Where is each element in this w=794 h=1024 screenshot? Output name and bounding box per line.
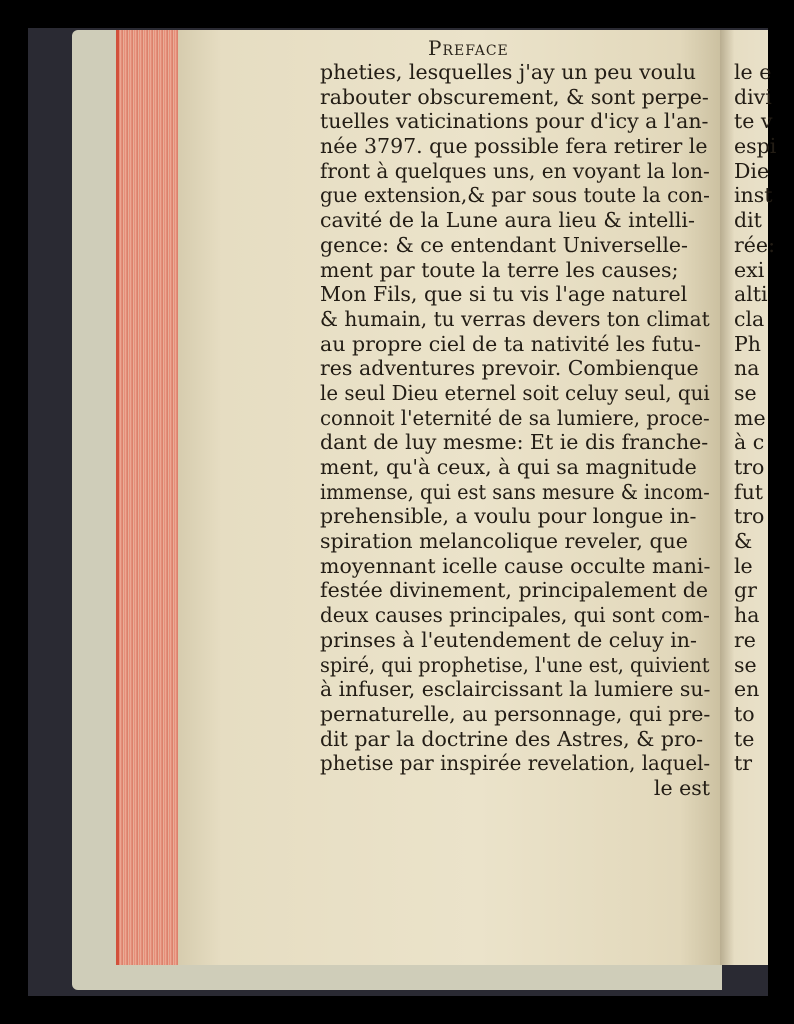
facing-page-fragment: na — [734, 356, 760, 381]
facing-page-fragment: tro — [734, 455, 765, 479]
facing-page-fragment: re — [734, 627, 756, 652]
text-line: front à quelques uns, en voyant la lon- — [320, 158, 710, 183]
text-line: gue extension,& par sous toute la con- — [320, 183, 710, 208]
facing-page-fragment: à c — [734, 430, 765, 455]
catchword: le est — [653, 775, 710, 800]
text-line: prehensible, a voulu pour longue in- — [320, 504, 697, 529]
text-line: spiré, qui prophetise, l'une est, quivient — [320, 652, 710, 677]
facing-page-fragment: gr — [734, 578, 757, 603]
facing-page-fragment: rée: — [734, 232, 775, 257]
facing-page-fragment: espi — [734, 134, 777, 159]
running-header: Preface — [428, 36, 509, 60]
text-line: deux causes principales, qui sont com- — [320, 603, 710, 628]
facing-page-fragment: fut — [734, 479, 764, 504]
text-line: ment par toute la terre les causes; — [320, 257, 679, 282]
page-text — [320, 60, 710, 801]
text-line: tuelles vaticinations pour d'icy a l'an- — [320, 109, 709, 134]
text-line: prinses à l'eutendement de celuy in- — [320, 627, 697, 652]
text-line: pheties, lesquelles j'ay un peu voulu — [320, 60, 696, 84]
facing-page-fragment: exi — [734, 257, 765, 282]
facing-page-fragment: en — [734, 677, 760, 702]
text-line: connoit l'eternité de sa lumiere, proce- — [320, 405, 710, 430]
facing-page-fragment: le e — [734, 60, 772, 84]
facing-page-fragment: me — [734, 405, 766, 430]
facing-page-fragment: dit — [734, 208, 762, 233]
text-line: spiration melancolique reveler, que — [320, 529, 688, 554]
text-line: dant de luy mesme: Et ie dis franche- — [320, 430, 709, 455]
text-line: née 3797. que possible fera retirer le — [320, 134, 708, 159]
facing-page-fragment: se — [734, 652, 757, 677]
facing-page-fragment: to — [734, 701, 755, 726]
facing-page-fragment: inst — [734, 183, 773, 208]
facing-page-fragment: se — [734, 380, 757, 405]
text-line: ment, qu'à ceux, à qui sa magnitude — [320, 455, 697, 479]
text-line: immense, qui est sans mesure & incom- — [320, 479, 710, 504]
facing-page-fragment: Die — [734, 158, 770, 183]
text-line: Mon Fils, que si tu vis l'age naturel — [320, 282, 688, 307]
facing-page-fragment: te — [734, 726, 755, 751]
text-line: à infuser, esclaircissant la lumiere su- — [320, 677, 711, 702]
text-line: & humain, tu verras devers ton climat — [320, 306, 710, 331]
facing-page-fragment: tr — [734, 751, 753, 776]
facing-page-fragment: le — [734, 553, 753, 578]
text-line: dit par la doctrine des Astres, & pro- — [320, 726, 704, 751]
text-line: gence: & ce entendant Universelle- — [320, 232, 688, 257]
facing-page-fragment: cla — [734, 306, 765, 331]
facing-page-text — [734, 60, 777, 776]
text-line: pernaturelle, au personnage, qui pre- — [320, 701, 711, 726]
page-edges — [116, 30, 179, 965]
facing-page-fragment: te v — [734, 109, 773, 134]
text-line: au propre ciel de ta nativité les futu- — [320, 331, 701, 356]
facing-page-fragment: & — [734, 529, 753, 554]
text-line: festée divinement, principalement de — [320, 578, 708, 603]
facing-page-fragment: tro — [734, 504, 765, 529]
text-line: rabouter obscurement, & sont perpe- — [320, 84, 709, 109]
text-line: res adventures prevoir. Combienque — [320, 356, 699, 381]
text-line: cavité de la Lune aura lieu & intelli- — [320, 208, 695, 233]
facing-page-fragment: ha — [734, 603, 760, 628]
facing-page-fragment: divi — [734, 84, 772, 109]
text-line: phetise par inspirée revelation, laquel- — [320, 751, 711, 776]
facing-page-fragment: Ph — [734, 331, 761, 356]
text-line: moyennant icelle cause occulte mani- — [320, 553, 711, 578]
facing-page-fragment: alti — [734, 282, 768, 307]
text-line: le seul Dieu eternel soit celuy seul, qui — [320, 380, 710, 405]
